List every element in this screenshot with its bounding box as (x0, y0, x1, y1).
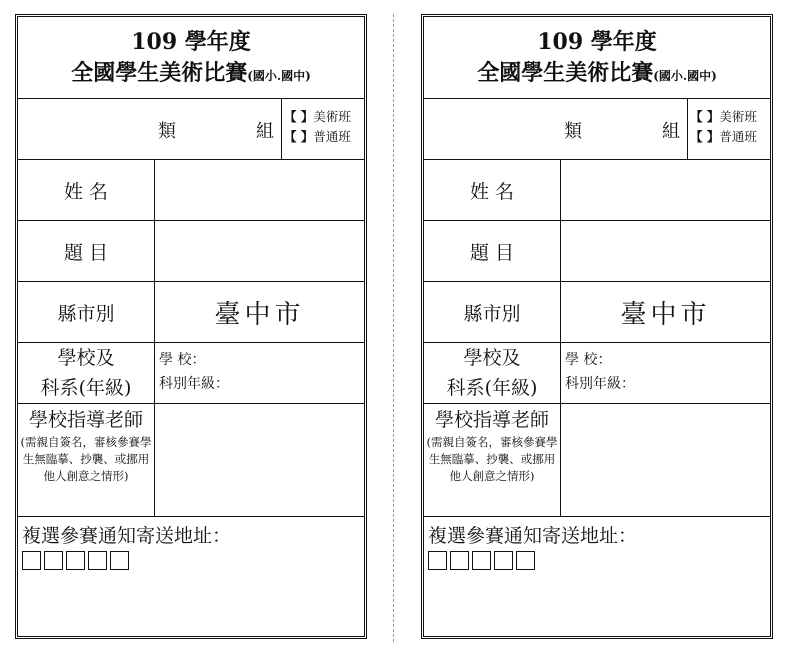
option-art-class[interactable] (688, 107, 770, 127)
name-row (424, 160, 770, 221)
postal-box[interactable] (472, 551, 491, 570)
school-label-line2: 科系(年級) (446, 377, 538, 399)
entry-form-right (421, 14, 773, 639)
title-sub: (國小.國中) (653, 69, 717, 83)
form-title (18, 17, 364, 99)
city-value: 臺中市 (214, 299, 305, 330)
category-label: 類 (158, 121, 176, 142)
school-field: 學 校： (159, 352, 206, 368)
school-label-line1: 學校及 (57, 347, 115, 369)
category-options (281, 99, 364, 159)
postal-box[interactable] (494, 551, 513, 570)
school-label (18, 343, 155, 403)
topic-row (18, 221, 364, 282)
form-year: 109 學年度 (131, 29, 251, 55)
group-label: 組 (662, 121, 680, 142)
teacher-row (18, 404, 364, 517)
form-main-title (424, 57, 770, 92)
title-sub: (國小.國中) (247, 69, 311, 83)
option-label: 普通班 (313, 129, 351, 144)
school-row (18, 343, 364, 404)
teacher-label-text: 學校指導老師 (434, 409, 549, 431)
category-options (687, 99, 770, 159)
name-row (18, 160, 364, 221)
form-year: 109 學年度 (537, 29, 657, 55)
category-row (424, 99, 770, 160)
bracket: 【 】 (690, 109, 720, 124)
postal-box[interactable] (22, 551, 41, 570)
address-row (424, 517, 770, 636)
category-row (18, 99, 364, 160)
bracket: 【 】 (690, 129, 720, 144)
city-row (424, 282, 770, 343)
name-label: 姓 名 (424, 160, 561, 220)
school-row (424, 343, 770, 404)
school-label (424, 343, 561, 403)
teacher-label (18, 404, 155, 516)
option-art-class[interactable] (282, 107, 364, 127)
form-main-title (18, 57, 364, 92)
address-label: 複選參賽通知寄送地址： (22, 525, 232, 547)
grade-field: 科別年級： (159, 376, 229, 392)
bracket: 【 】 (284, 109, 314, 124)
teacher-label-text: 學校指導老師 (28, 409, 143, 431)
postal-code-boxes[interactable] (22, 551, 129, 570)
teacher-row (424, 404, 770, 517)
option-label: 普通班 (719, 129, 757, 144)
postal-box[interactable] (450, 551, 469, 570)
bracket: 【 】 (284, 129, 314, 144)
postal-box[interactable] (110, 551, 129, 570)
teacher-note: (需親自簽名，審核參賽學生無臨摹、抄襲、或挪用他人創意之情形) (20, 435, 152, 483)
teacher-label (424, 404, 561, 516)
option-general-class[interactable] (688, 127, 770, 147)
topic-row (424, 221, 770, 282)
school-fields (565, 348, 635, 396)
postal-box[interactable] (428, 551, 447, 570)
option-label: 美術班 (719, 109, 757, 124)
postal-box[interactable] (44, 551, 63, 570)
address-label: 複選參賽通知寄送地址： (428, 525, 638, 547)
postal-code-boxes[interactable] (428, 551, 535, 570)
category-label: 類 (564, 121, 582, 142)
group-label: 組 (256, 121, 274, 142)
postal-box[interactable] (516, 551, 535, 570)
address-row (18, 517, 364, 636)
entry-form-left (15, 14, 367, 639)
city-label: 縣市別 (424, 282, 561, 342)
city-value: 臺中市 (620, 299, 711, 330)
postal-box[interactable] (66, 551, 85, 570)
topic-label: 題 目 (18, 221, 155, 281)
name-label: 姓 名 (18, 160, 155, 220)
city-row (18, 282, 364, 343)
option-general-class[interactable] (282, 127, 364, 147)
form-title (424, 17, 770, 99)
city-label: 縣市別 (18, 282, 155, 342)
title-main: 全國學生美術比賽 (71, 60, 248, 86)
option-label: 美術班 (313, 109, 351, 124)
school-fields (159, 348, 229, 396)
cut-line (393, 14, 394, 642)
topic-label: 題 目 (424, 221, 561, 281)
title-main: 全國學生美術比賽 (477, 60, 654, 86)
teacher-note: (需親自簽名，審核參賽學生無臨摹、抄襲、或挪用他人創意之情形) (426, 435, 558, 483)
school-field: 學 校： (565, 352, 612, 368)
grade-field: 科別年級： (565, 376, 635, 392)
school-label-line2: 科系(年級) (40, 377, 132, 399)
school-label-line1: 學校及 (463, 347, 521, 369)
postal-box[interactable] (88, 551, 107, 570)
